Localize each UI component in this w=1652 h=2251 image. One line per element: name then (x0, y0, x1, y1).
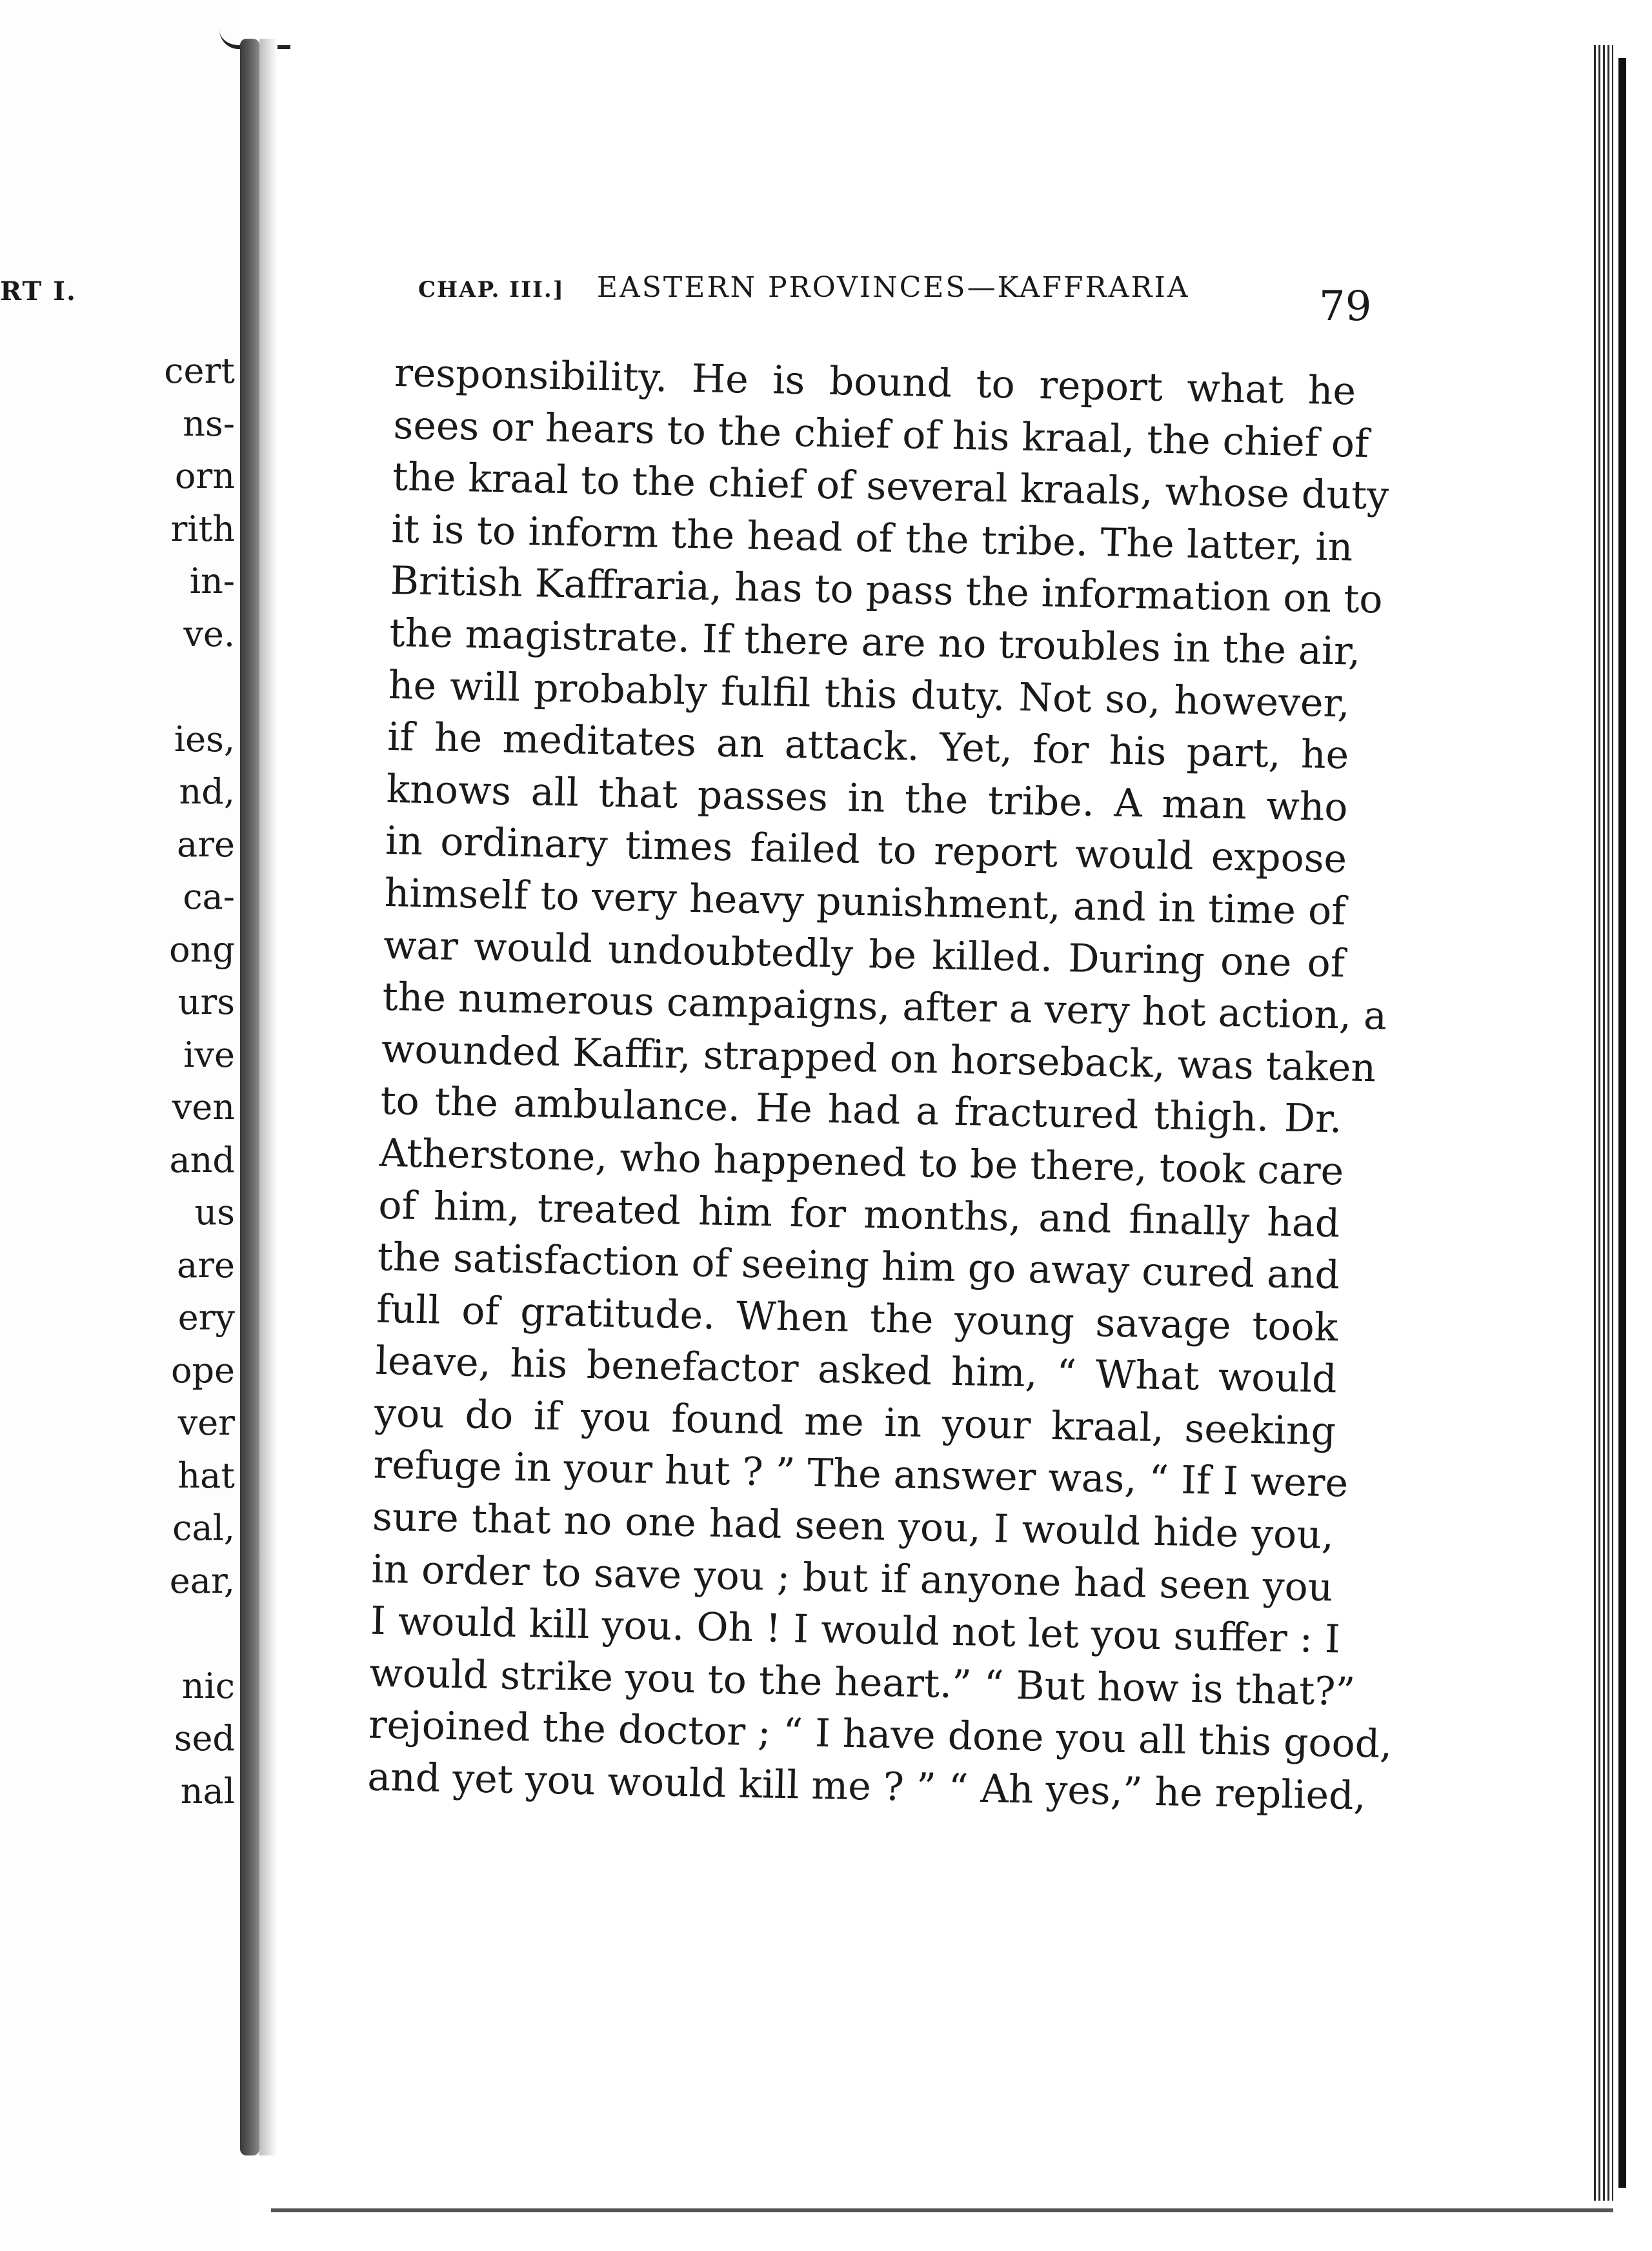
left-line: sed (174, 1718, 235, 1759)
text-line: sees or hears to the chief of his kraal, the chief of (393, 402, 1369, 467)
text-line: would strike you to the heart.” “ But how is that?” (368, 1650, 1356, 1715)
text-line: sure that no one had seen you, I would hide you, (372, 1494, 1335, 1559)
text-line: leave, his benefactor asked him, “ What would (375, 1338, 1338, 1402)
book-spine-gutter (240, 39, 259, 2155)
left-line: ns- (183, 403, 235, 444)
text-line: refuge in your hut ? ” The answer was, “ If I were (373, 1442, 1349, 1507)
text-line: wounded Kaffir, strapped on horseback, was taken (381, 1026, 1376, 1091)
text-line: it is to inform the head of the tribe. The latter, in (390, 506, 1353, 570)
text-line: the kraal to the chief of several kraals, whose duty (392, 454, 1389, 519)
left-line: cert (164, 350, 235, 391)
left-page-header: RT I. (0, 276, 77, 307)
text-line: knows all that passes in the tribe. A man who (386, 766, 1349, 831)
left-line: ve. (183, 613, 235, 654)
left-facing-page (0, 0, 240, 2251)
text-line: the numerous campaigns, after a very hot action, a (381, 974, 1387, 1039)
page-block-edges (1591, 45, 1613, 2201)
left-line: ope (170, 1349, 235, 1391)
left-line: ear, (169, 1560, 235, 1601)
page-block-outer-edge (1618, 58, 1626, 2188)
left-line: urs (177, 982, 235, 1022)
left-line: ven (172, 1087, 235, 1127)
page-number: 79 (1319, 283, 1372, 330)
chapter-label: CHAP. III.] (418, 277, 565, 303)
text-line: to the ambulance. He had a fractured thigh. Dr. (379, 1078, 1342, 1142)
left-line: ive (183, 1034, 235, 1075)
text-line: I would kill you. Oh ! I would not let you suffer : I (370, 1598, 1341, 1662)
text-line: British Kaffraria, has to pass the information on to (390, 558, 1384, 623)
text-line: the magistrate. If there are no troubles in the air, (388, 610, 1361, 674)
left-line: nal (180, 1770, 235, 1812)
text-line: rejoined the doctor ; “ I have done you all this good, (368, 1702, 1393, 1768)
left-line: ca- (183, 876, 235, 917)
text-line: war would undoubtedly be killed. During one of (383, 922, 1345, 986)
page-bottom-edge (271, 2208, 1613, 2212)
left-line: hat (177, 1455, 235, 1496)
gutter-shadow (259, 39, 277, 2155)
text-line: the satisfaction of seeing him go away cured and (377, 1234, 1340, 1298)
text-line: of him, treated him for months, and finally had (378, 1182, 1340, 1246)
left-line (106, 660, 235, 713)
body-text-block (367, 347, 1393, 1822)
left-line (106, 1607, 235, 1660)
left-line: ies, (174, 718, 235, 760)
left-line: and (169, 1139, 235, 1180)
text-line: you do if you found me in your kraal, seeking (374, 1390, 1336, 1455)
left-line: ver (177, 1402, 235, 1443)
left-line: ong (169, 929, 235, 970)
left-line: in- (189, 561, 235, 601)
left-line: nic (181, 1665, 235, 1706)
text-line: himself to very heavy punishment, and in time of (384, 870, 1347, 934)
running-head (418, 271, 1360, 304)
left-line: rith (170, 508, 235, 549)
left-line: us (194, 1192, 235, 1233)
left-line: ery (177, 1297, 235, 1338)
text-line: in ordinary times failed to report would expose (385, 818, 1347, 882)
left-line: are (177, 823, 235, 865)
text-line: he will probably fulfil this duty. Not so, however, (388, 662, 1351, 727)
left-line: are (177, 1244, 235, 1286)
left-line: orn (174, 456, 235, 496)
text-line: if he meditates an attack. Yet, for his part, he (387, 714, 1349, 778)
running-head-title: EASTERN PROVINCES—KAFFRARIA (596, 271, 1190, 304)
left-line: cal, (172, 1508, 235, 1548)
text-line: responsibility. He is bound to report what he (394, 350, 1356, 414)
text-line: full of gratitude. When the young savage took (376, 1286, 1338, 1351)
text-line: Atherstone, who happened to be there, took care (379, 1130, 1344, 1195)
left-page-line-endings (106, 345, 235, 1817)
text-line: in order to save you ; but if anyone had seen you (370, 1546, 1334, 1610)
left-line: nd, (179, 771, 235, 812)
text-line: and yet you would kill me ? ” “ Ah yes,” he replied, (367, 1754, 1367, 1819)
